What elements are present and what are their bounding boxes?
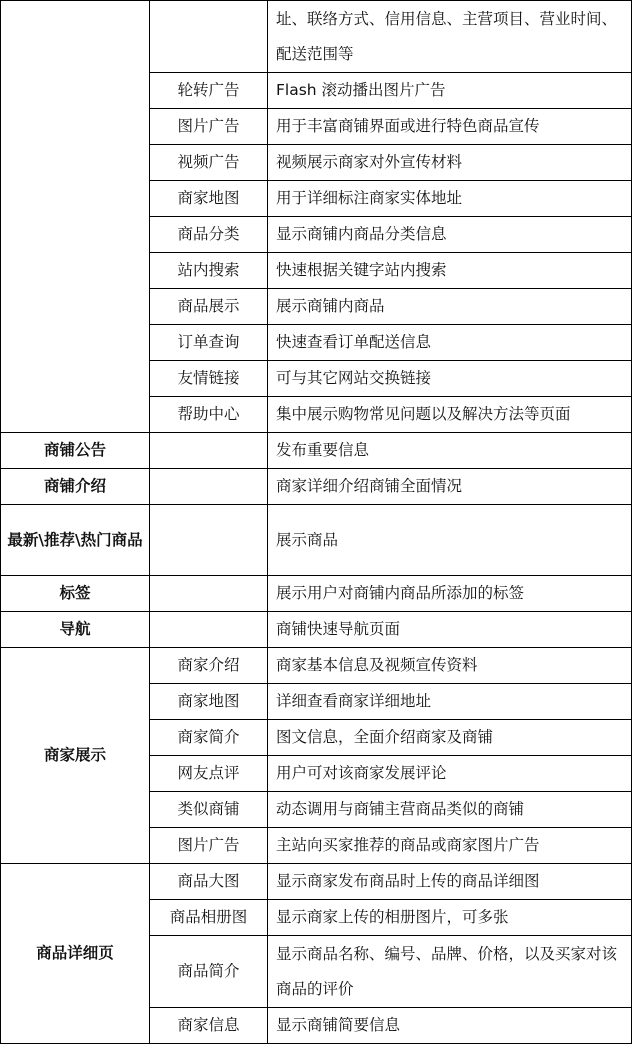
item-cell <box>150 505 268 576</box>
item-cell: 商品大图 <box>150 864 268 900</box>
item-cell <box>150 469 268 505</box>
item-cell: 商品相册图 <box>150 900 268 936</box>
desc-cell: 显示商品名称、编号、品牌、价格，以及买家对该商品的评价 <box>268 936 632 1008</box>
item-cell: 商品简介 <box>150 936 268 1008</box>
desc-cell: 可与其它网站交换链接 <box>268 361 632 397</box>
item-cell: 商品展示 <box>150 289 268 325</box>
item-cell: 图片广告 <box>150 109 268 145</box>
desc-cell: 商铺快速导航页面 <box>268 612 632 648</box>
module-cell: 商家展示 <box>1 648 150 864</box>
desc-cell: 显示商铺内商品分类信息 <box>268 217 632 253</box>
desc-cell: 动态调用与商铺主营商品类似的商铺 <box>268 792 632 828</box>
desc-cell: 图文信息，全面介绍商家及商铺 <box>268 720 632 756</box>
item-cell: 订单查询 <box>150 325 268 361</box>
desc-cell: 视频展示商家对外宣传材料 <box>268 145 632 181</box>
table-row <box>1 505 632 576</box>
item-cell: 商家地图 <box>150 684 268 720</box>
table-row <box>1 469 632 505</box>
item-cell: 网友点评 <box>150 756 268 792</box>
desc-cell: 展示商铺内商品 <box>268 289 632 325</box>
module-cell: 标签 <box>1 576 150 612</box>
item-cell: 友情链接 <box>150 361 268 397</box>
table-row <box>1 612 632 648</box>
table-row <box>1 433 632 469</box>
desc-cell: 用户可对该商家发展评论 <box>268 756 632 792</box>
desc-cell: 快速查看订单配送信息 <box>268 325 632 361</box>
table-row <box>1 648 632 684</box>
desc-cell: 商家详细介绍商铺全面情况 <box>268 469 632 505</box>
module-cell: 商铺介绍 <box>1 469 150 505</box>
desc-cell: 集中展示购物常见问题以及解决方法等页面 <box>268 397 632 433</box>
module-cell: 商品详细页 <box>1 864 150 1044</box>
desc-cell: 快速根据关键字站内搜索 <box>268 253 632 289</box>
module-cell: 导航 <box>1 612 150 648</box>
item-cell: 商家信息 <box>150 1008 268 1044</box>
desc-cell: 址、联络方式、信用信息、主营项目、营业时间、配送范围等 <box>268 1 632 73</box>
table-row <box>1 864 632 900</box>
desc-cell: 展示用户对商铺内商品所添加的标签 <box>268 576 632 612</box>
table-row <box>1 1 632 73</box>
item-cell: 商家简介 <box>150 720 268 756</box>
item-cell <box>150 612 268 648</box>
desc-cell: 显示商铺简要信息 <box>268 1008 632 1044</box>
item-cell: 视频广告 <box>150 145 268 181</box>
item-cell: 轮转广告 <box>150 73 268 109</box>
item-cell: 帮助中心 <box>150 397 268 433</box>
item-cell <box>150 1 268 73</box>
item-cell: 站内搜索 <box>150 253 268 289</box>
module-cell: 最新\推荐\热门商品 <box>1 505 150 576</box>
table-row <box>1 576 632 612</box>
item-cell: 商家地图 <box>150 181 268 217</box>
desc-cell: 显示商家发布商品时上传的商品详细图 <box>268 864 632 900</box>
desc-cell: 用于详细标注商家实体地址 <box>268 181 632 217</box>
item-cell: 图片广告 <box>150 828 268 864</box>
desc-cell: 详细查看商家详细地址 <box>268 684 632 720</box>
desc-cell: 主站向买家推荐的商品或商家图片广告 <box>268 828 632 864</box>
module-cell: 商铺公告 <box>1 433 150 469</box>
item-cell: 商家介绍 <box>150 648 268 684</box>
desc-cell: 显示商家上传的相册图片，可多张 <box>268 900 632 936</box>
module-cell <box>1 1 150 433</box>
desc-cell: 商家基本信息及视频宣传资料 <box>268 648 632 684</box>
item-cell <box>150 433 268 469</box>
desc-cell: Flash 滚动播出图片广告 <box>268 73 632 109</box>
item-cell <box>150 576 268 612</box>
desc-cell: 发布重要信息 <box>268 433 632 469</box>
item-cell: 商品分类 <box>150 217 268 253</box>
desc-cell: 展示商品 <box>268 505 632 576</box>
desc-cell: 用于丰富商铺界面或进行特色商品宣传 <box>268 109 632 145</box>
item-cell: 类似商铺 <box>150 792 268 828</box>
